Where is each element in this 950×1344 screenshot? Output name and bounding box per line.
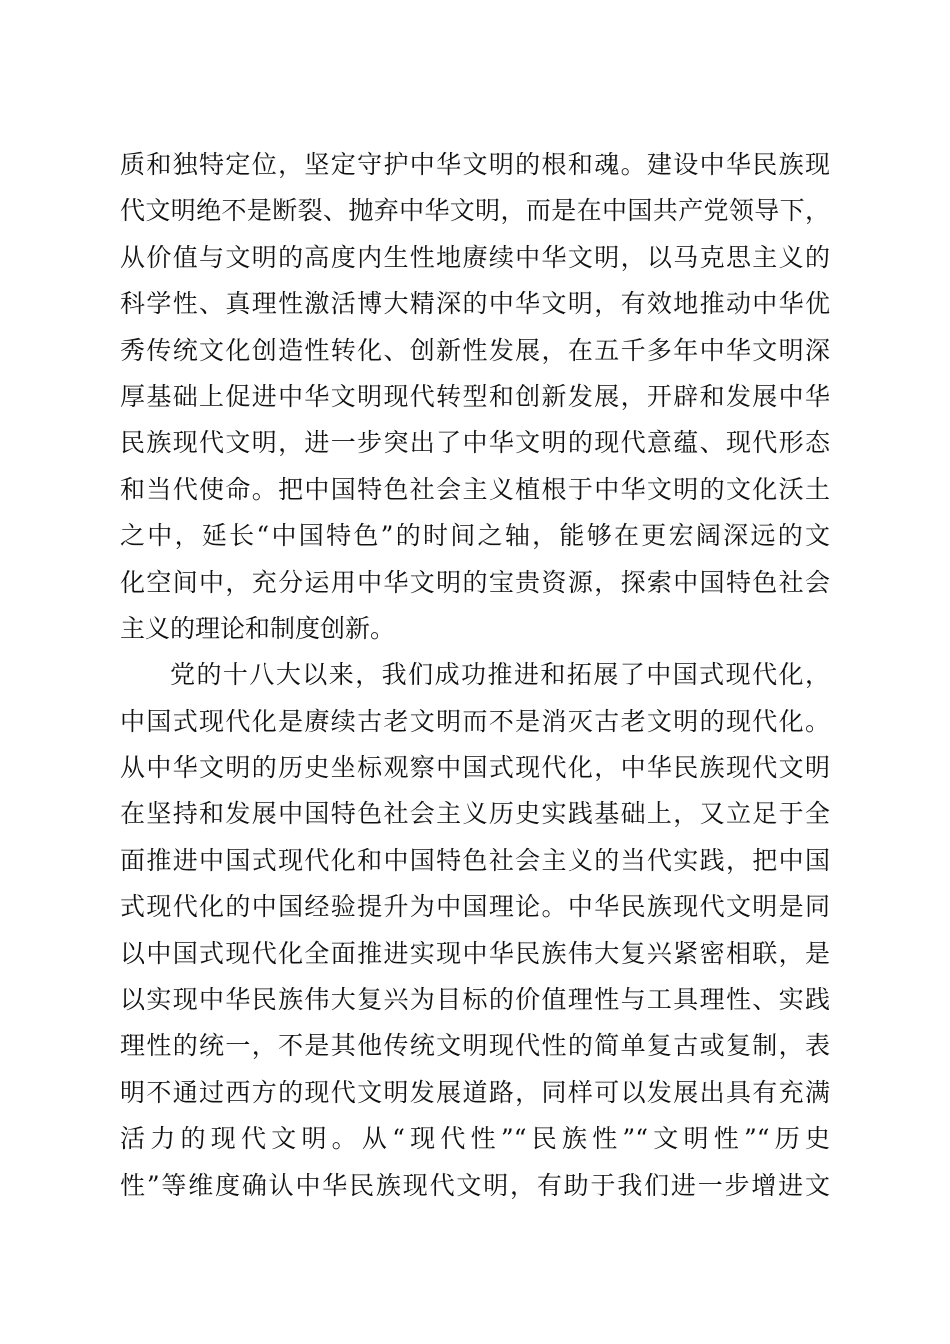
text-line: 厚基础上促进中华文明现代转型和创新发展，开辟和发展中华 — [120, 381, 830, 411]
body-text — [120, 142, 830, 1209]
text-line: 从中华文明的历史坐标观察中国式现代化，中华民族现代文明 — [120, 753, 830, 783]
text-line: 中国式现代化是赓续古老文明而不是消灭古老文明的现代化。 — [120, 706, 830, 736]
text-line: 主义的理论和制度创新。 — [120, 613, 396, 643]
text-line: 以实现中华民族伟大复兴为目标的价值理性与工具理性、实践 — [120, 985, 830, 1015]
text-line: 式现代化的中国经验提升为中国理论。中华民族现代文明是同 — [120, 892, 830, 922]
text-line: 秀传统文化创造性转化、创新性发展，在五千多年中华文明深 — [120, 335, 830, 365]
text-line: 明不通过西方的现代文明发展道路，同样可以发展出具有充满 — [120, 1077, 830, 1107]
text-line: 质和独特定位，坚定守护中华文明的根和魂。建设中华民族现 — [120, 150, 830, 179]
text-line: 面推进中国式现代化和中国特色社会主义的当代实践，把中国 — [120, 845, 830, 875]
text-line: 以中国式现代化全面推进实现中华民族伟大复兴紧密相联，是 — [120, 938, 830, 968]
text-line: 在坚持和发展中国特色社会主义历史实践基础上，又立足于全 — [120, 799, 830, 829]
text-line: 党的十八大以来，我们成功推进和拓展了中国式现代化， — [170, 660, 830, 690]
text-line: 性”等维度确认中华民族现代文明，有助于我们进一步增进文 — [120, 1170, 830, 1200]
text-line: 代文明绝不是断裂、抛弃中华文明，而是在中国共产党领导下， — [120, 196, 830, 226]
text-line: 民族现代文明，进一步突出了中华文明的现代意蕴、现代形态 — [120, 428, 830, 458]
text-line: 活力的现代文明。从“现代性”“民族性”“文明性”“历史 — [120, 1124, 830, 1154]
text-line: 科学性、真理性激活博大精深的中华文明，有效地推动中华优 — [120, 289, 830, 319]
text-line: 和当代使命。把中国特色社会主义植根于中华文明的文化沃土 — [120, 474, 830, 504]
text-line: 理性的统一，不是其他传统文明现代性的简单复古或复制，表 — [120, 1031, 830, 1061]
text-line: 之中，延长“中国特色”的时间之轴，能够在更宏阔深远的文 — [120, 521, 830, 551]
paragraph-1 — [120, 142, 830, 652]
text-line: 化空间中，充分运用中华文明的宝贵资源，探索中国特色社会 — [120, 567, 830, 597]
paragraph-2 — [120, 652, 830, 1209]
text-line: 从价值与文明的高度内生性地赓续中华文明，以马克思主义的 — [120, 242, 830, 272]
